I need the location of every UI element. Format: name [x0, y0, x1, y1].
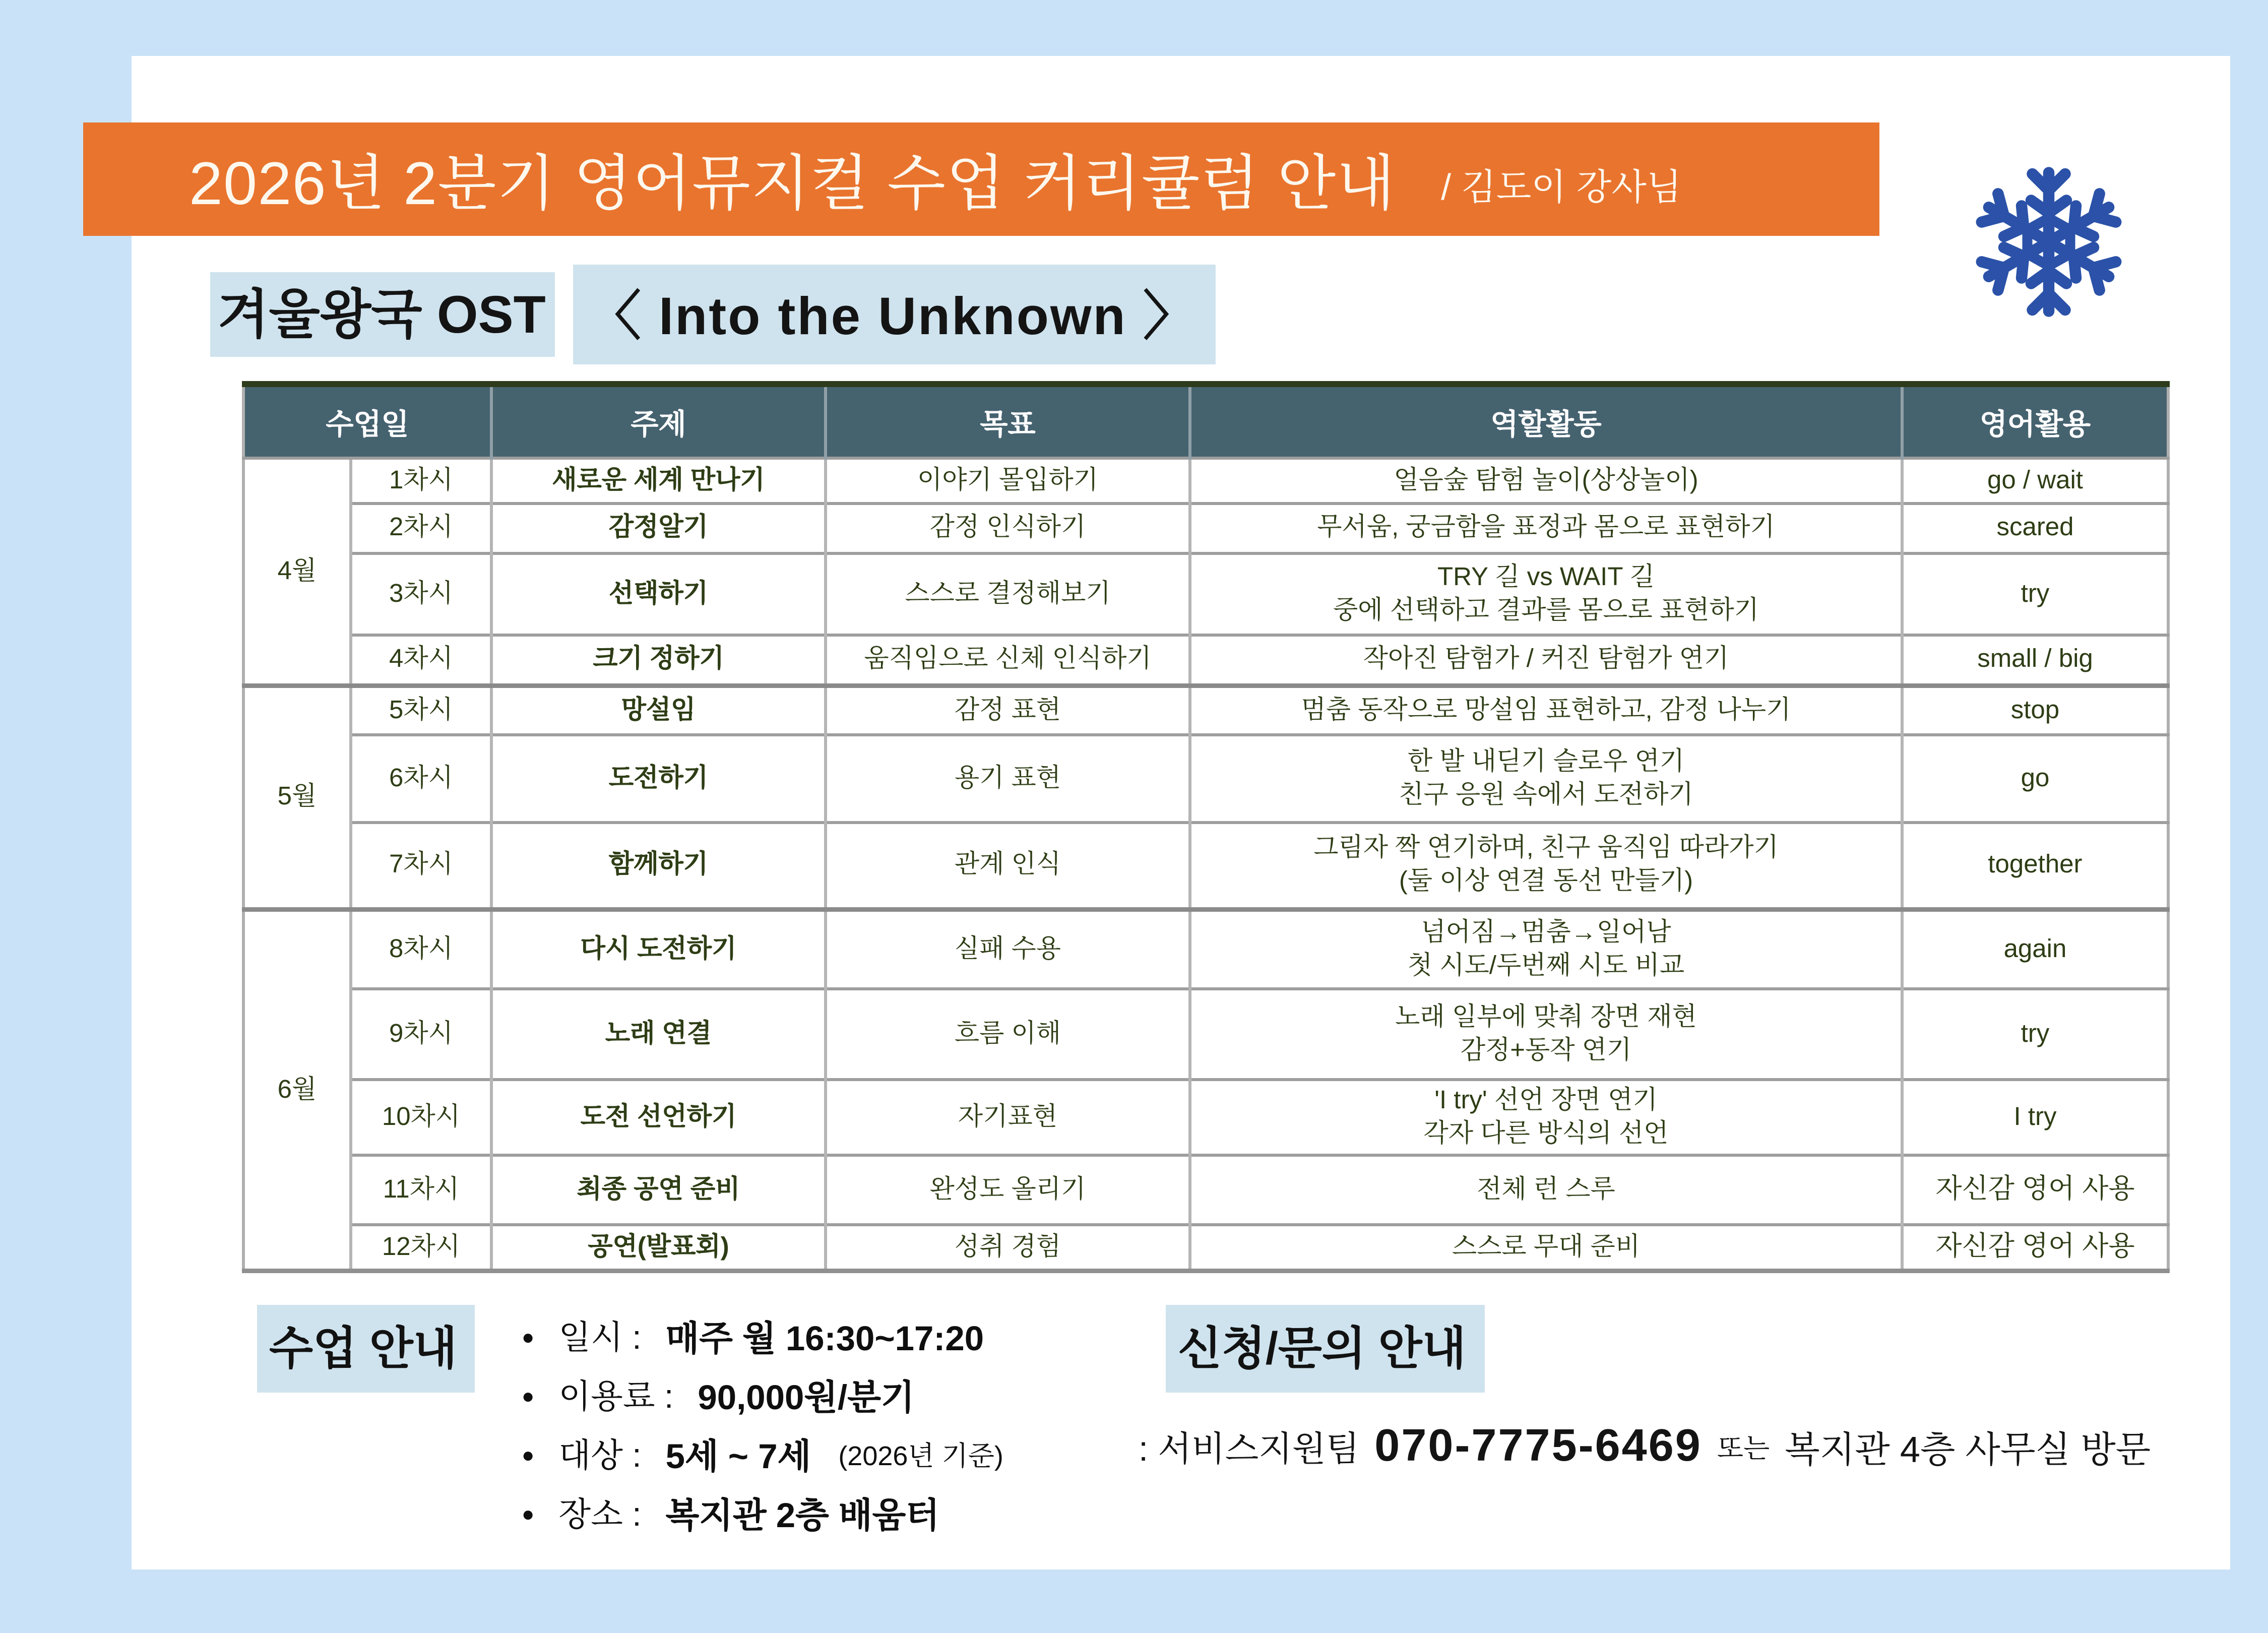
cell-topic: 선택하기 [491, 553, 826, 635]
class-info-item [522, 1483, 1003, 1542]
cell-activity: 멈춤 동작으로 망설임 표현하고, 감정 나누기 [1190, 685, 1902, 735]
info-value: 90,000원/분기 [698, 1377, 915, 1417]
cell-activity: 전체 런 스루 [1190, 1156, 1902, 1225]
curriculum-table [242, 381, 2170, 1273]
cell-activity: 무서움, 궁금함을 표정과 몸으로 표현하기 [1190, 504, 1902, 553]
cell-english: 자신감 영어 사용 [1902, 1225, 2168, 1271]
cell-english: I try [1902, 1080, 2168, 1156]
cell-goal: 실패 수용 [826, 909, 1190, 989]
class-info-item [522, 1365, 1003, 1424]
table-row [243, 1156, 2168, 1225]
cell-topic: 망설임 [491, 685, 826, 735]
cell-activity: 스스로 무대 준비 [1190, 1225, 1902, 1271]
contact-line [1139, 1420, 2151, 1473]
table-row [243, 458, 2168, 504]
table-header-row [243, 384, 2168, 458]
bullet-icon: ● [522, 1383, 535, 1407]
table-row [243, 1080, 2168, 1156]
cell-session: 9차시 [351, 989, 491, 1080]
cell-activity: 작아진 탐험가 / 커진 탐험가 연기 [1190, 635, 1902, 685]
cell-goal: 이야기 몰입하기 [826, 458, 1190, 504]
cell-topic: 공연(발표회) [491, 1225, 826, 1271]
cell-activity: 한 발 내딛기 슬로우 연기 친구 응원 속에서 도전하기 [1190, 735, 1902, 823]
cell-english: try [1902, 989, 2168, 1080]
info-value: 복지관 2층 배움터 [665, 1495, 939, 1535]
cell-english: stop [1902, 685, 2168, 735]
cell-goal: 자기표현 [826, 1080, 1190, 1156]
cell-english: scared [1902, 504, 2168, 553]
cell-goal: 움직임으로 신체 인식하기 [826, 635, 1190, 685]
info-key: 대상 : [558, 1436, 642, 1474]
table-row [243, 909, 2168, 989]
cell-session: 2차시 [351, 504, 491, 553]
table-row [243, 504, 2168, 553]
cell-activity: 넘어짐→멈춤→일어남 첫 시도/두번째 시도 비교 [1190, 909, 1902, 989]
cell-session: 1차시 [351, 458, 491, 504]
song-title: 〈 Into the Unknown 〉 [573, 265, 1216, 364]
cell-session: 3차시 [351, 553, 491, 635]
month-cell: 4월 [243, 458, 351, 685]
class-info-label: 수업 안내 [257, 1305, 475, 1393]
column-header-english: 영어활용 [1902, 384, 2168, 458]
cell-goal: 완성도 올리기 [826, 1156, 1190, 1225]
month-cell: 5월 [243, 685, 351, 909]
instructor-label: / 김도이 강사님 [1441, 168, 1682, 209]
cell-topic: 새로운 세계 만나기 [491, 458, 826, 504]
table-row [243, 553, 2168, 635]
info-key: 이용료 : [558, 1377, 674, 1415]
column-header-date: 수업일 [243, 384, 491, 458]
cell-topic: 노래 연결 [491, 989, 826, 1080]
contact-middle: 또는 [1717, 1432, 1770, 1463]
cell-goal: 용기 표현 [826, 735, 1190, 823]
table-row [243, 989, 2168, 1080]
contact-prefix: : 서비스지원팀 [1139, 1429, 1360, 1468]
class-info-item [522, 1306, 1003, 1365]
cell-session: 12차시 [351, 1225, 491, 1271]
info-key: 일시 : [558, 1318, 642, 1356]
cell-session: 8차시 [351, 909, 491, 989]
bullet-icon: ● [522, 1324, 535, 1348]
table-row [243, 735, 2168, 823]
bullet-icon: ● [522, 1441, 535, 1466]
table-row [243, 635, 2168, 685]
cell-topic: 크기 정하기 [491, 635, 826, 685]
table-row [243, 823, 2168, 909]
cell-activity: 노래 일부에 맞춰 장면 재현 감정+동작 연기 [1190, 989, 1902, 1080]
column-header-goal: 목표 [826, 384, 1190, 458]
cell-session: 10차시 [351, 1080, 491, 1156]
snowflake-icon [1973, 159, 2124, 325]
cell-goal: 성취 경험 [826, 1225, 1190, 1271]
cell-english: try [1902, 553, 2168, 635]
cell-session: 4차시 [351, 635, 491, 685]
month-cell: 6월 [243, 909, 351, 1271]
cell-english: small / big [1902, 635, 2168, 685]
content-card [132, 56, 2230, 1569]
info-value: 5세 ~ 7세 [665, 1436, 811, 1476]
song-heading [210, 277, 1216, 352]
cell-english: together [1902, 823, 2168, 909]
table-row [243, 685, 2168, 735]
column-header-activity: 역할활동 [1190, 384, 1902, 458]
column-header-topic: 주제 [491, 384, 826, 458]
cell-topic: 도전하기 [491, 735, 826, 823]
cell-activity: 얼음숲 탐험 놀이(상상놀이) [1190, 458, 1902, 504]
cell-topic: 함께하기 [491, 823, 826, 909]
cell-goal: 스스로 결정해보기 [826, 553, 1190, 635]
cell-session: 5차시 [351, 685, 491, 735]
cell-topic: 최종 공연 준비 [491, 1156, 826, 1225]
contact-phone: 070-7775-6469 [1374, 1420, 1702, 1471]
class-info-item [522, 1424, 1003, 1483]
cell-activity: 그림자 짝 연기하며, 친구 움직임 따라가기 (둘 이상 연결 동선 만들기) [1190, 823, 1902, 909]
contact-info-label: 신청/문의 안내 [1166, 1305, 1484, 1393]
page-title: 2026년 2분기 영어뮤지컬 수업 커리큘럼 안내 [189, 151, 1396, 218]
bullet-icon: ● [522, 1500, 535, 1525]
cell-session: 7차시 [351, 823, 491, 909]
info-key: 장소 : [558, 1495, 642, 1533]
cell-session: 6차시 [351, 735, 491, 823]
class-info-list [522, 1306, 1003, 1542]
ost-label: 겨울왕국 OST [210, 272, 555, 357]
cell-activity: TRY 길 vs WAIT 길 중에 선택하고 결과를 몸으로 표현하기 [1190, 553, 1902, 635]
cell-session: 11차시 [351, 1156, 491, 1225]
info-note: (2026년 기준) [838, 1440, 1003, 1471]
table-row [243, 1225, 2168, 1271]
contact-suffix: 복지관 4층 사무실 방문 [1785, 1430, 2151, 1471]
cell-goal: 감정 표현 [826, 685, 1190, 735]
cell-english: go [1902, 735, 2168, 823]
cell-goal: 관계 인식 [826, 823, 1190, 909]
cell-topic: 도전 선언하기 [491, 1080, 826, 1156]
cell-goal: 감정 인식하기 [826, 504, 1190, 553]
cell-english: again [1902, 909, 2168, 989]
info-value: 매주 월 16:30~17:20 [665, 1318, 984, 1358]
cell-english: 자신감 영어 사용 [1902, 1156, 2168, 1225]
cell-english: go / wait [1902, 458, 2168, 504]
cell-topic: 다시 도전하기 [491, 909, 826, 989]
title-banner [83, 122, 1879, 236]
cell-activity: 'I try' 선언 장면 연기 각자 다른 방식의 선언 [1190, 1080, 1902, 1156]
cell-topic: 감정알기 [491, 504, 826, 553]
cell-goal: 흐름 이해 [826, 989, 1190, 1080]
curriculum-table-body [243, 458, 2168, 1271]
